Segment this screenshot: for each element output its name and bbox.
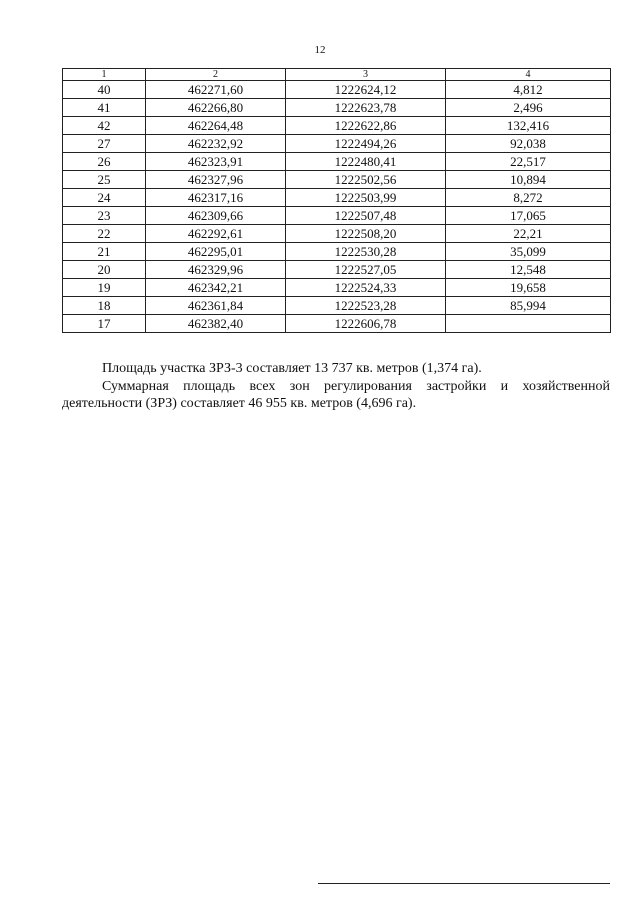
x-coordinate-cell: 462292,61 [146, 225, 286, 243]
y-coordinate-cell: 1222624,12 [286, 81, 446, 99]
table-header-row [63, 69, 611, 81]
x-coordinate-cell: 462232,92 [146, 135, 286, 153]
y-coordinate-cell: 1222503,99 [286, 189, 446, 207]
table-row [63, 279, 611, 297]
x-coordinate-cell: 462309,66 [146, 207, 286, 225]
column-header: 2 [146, 69, 286, 81]
y-coordinate-cell: 1222622,86 [286, 117, 446, 135]
distance-cell: 19,658 [446, 279, 611, 297]
table-row [63, 261, 611, 279]
column-header: 4 [446, 69, 611, 81]
x-coordinate-cell: 462327,96 [146, 171, 286, 189]
point-number-cell: 17 [63, 315, 146, 333]
point-number-cell: 23 [63, 207, 146, 225]
distance-cell: 35,099 [446, 243, 611, 261]
x-coordinate-cell: 462295,01 [146, 243, 286, 261]
x-coordinate-cell: 462361,84 [146, 297, 286, 315]
distance-cell: 22,21 [446, 225, 611, 243]
distance-cell: 12,548 [446, 261, 611, 279]
x-coordinate-cell: 462382,40 [146, 315, 286, 333]
table-row [63, 225, 611, 243]
point-number-cell: 21 [63, 243, 146, 261]
distance-cell: 85,994 [446, 297, 611, 315]
y-coordinate-cell: 1222480,41 [286, 153, 446, 171]
point-number-cell: 40 [63, 81, 146, 99]
table-row [63, 189, 611, 207]
x-coordinate-cell: 462329,96 [146, 261, 286, 279]
table-row [63, 315, 611, 333]
y-coordinate-cell: 1222527,05 [286, 261, 446, 279]
y-coordinate-cell: 1222502,56 [286, 171, 446, 189]
table-row [63, 81, 611, 99]
y-coordinate-cell: 1222494,26 [286, 135, 446, 153]
y-coordinate-cell: 1222507,48 [286, 207, 446, 225]
table-row [63, 99, 611, 117]
total-area-paragraph: Суммарная площадь всех зон регулирования застройки и хозяйственной деятельности (ЗРЗ) составляет 46 955 кв. метров (4,696 га). [62, 379, 610, 411]
distance-cell: 4,812 [446, 81, 611, 99]
area-zrz3-paragraph: Площадь участка ЗРЗ-3 составляет 13 737 кв. метров (1,374 га). [102, 361, 482, 376]
distance-cell: 8,272 [446, 189, 611, 207]
distance-cell: 17,065 [446, 207, 611, 225]
table-row [63, 207, 611, 225]
table-row [63, 117, 611, 135]
bottom-divider [318, 883, 610, 884]
point-number-cell: 25 [63, 171, 146, 189]
page-number: 12 [314, 44, 326, 56]
table-row [63, 153, 611, 171]
column-header: 3 [286, 69, 446, 81]
y-coordinate-cell: 1222606,78 [286, 315, 446, 333]
distance-cell [446, 315, 611, 333]
table-row [63, 171, 611, 189]
point-number-cell: 24 [63, 189, 146, 207]
point-number-cell: 41 [63, 99, 146, 117]
y-coordinate-cell: 1222523,28 [286, 297, 446, 315]
distance-cell: 132,416 [446, 117, 611, 135]
x-coordinate-cell: 462266,80 [146, 99, 286, 117]
x-coordinate-cell: 462342,21 [146, 279, 286, 297]
x-coordinate-cell: 462271,60 [146, 81, 286, 99]
point-number-cell: 20 [63, 261, 146, 279]
y-coordinate-cell: 1222530,28 [286, 243, 446, 261]
distance-cell: 2,496 [446, 99, 611, 117]
y-coordinate-cell: 1222524,33 [286, 279, 446, 297]
x-coordinate-cell: 462317,16 [146, 189, 286, 207]
distance-cell: 92,038 [446, 135, 611, 153]
distance-cell: 22,517 [446, 153, 611, 171]
x-coordinate-cell: 462264,48 [146, 117, 286, 135]
x-coordinate-cell: 462323,91 [146, 153, 286, 171]
point-number-cell: 27 [63, 135, 146, 153]
distance-cell: 10,894 [446, 171, 611, 189]
table-row [63, 135, 611, 153]
y-coordinate-cell: 1222508,20 [286, 225, 446, 243]
coordinates-table [62, 68, 611, 333]
point-number-cell: 22 [63, 225, 146, 243]
point-number-cell: 18 [63, 297, 146, 315]
column-header: 1 [63, 69, 146, 81]
point-number-cell: 42 [63, 117, 146, 135]
table-row [63, 243, 611, 261]
table-row [63, 297, 611, 315]
point-number-cell: 19 [63, 279, 146, 297]
y-coordinate-cell: 1222623,78 [286, 99, 446, 117]
point-number-cell: 26 [63, 153, 146, 171]
